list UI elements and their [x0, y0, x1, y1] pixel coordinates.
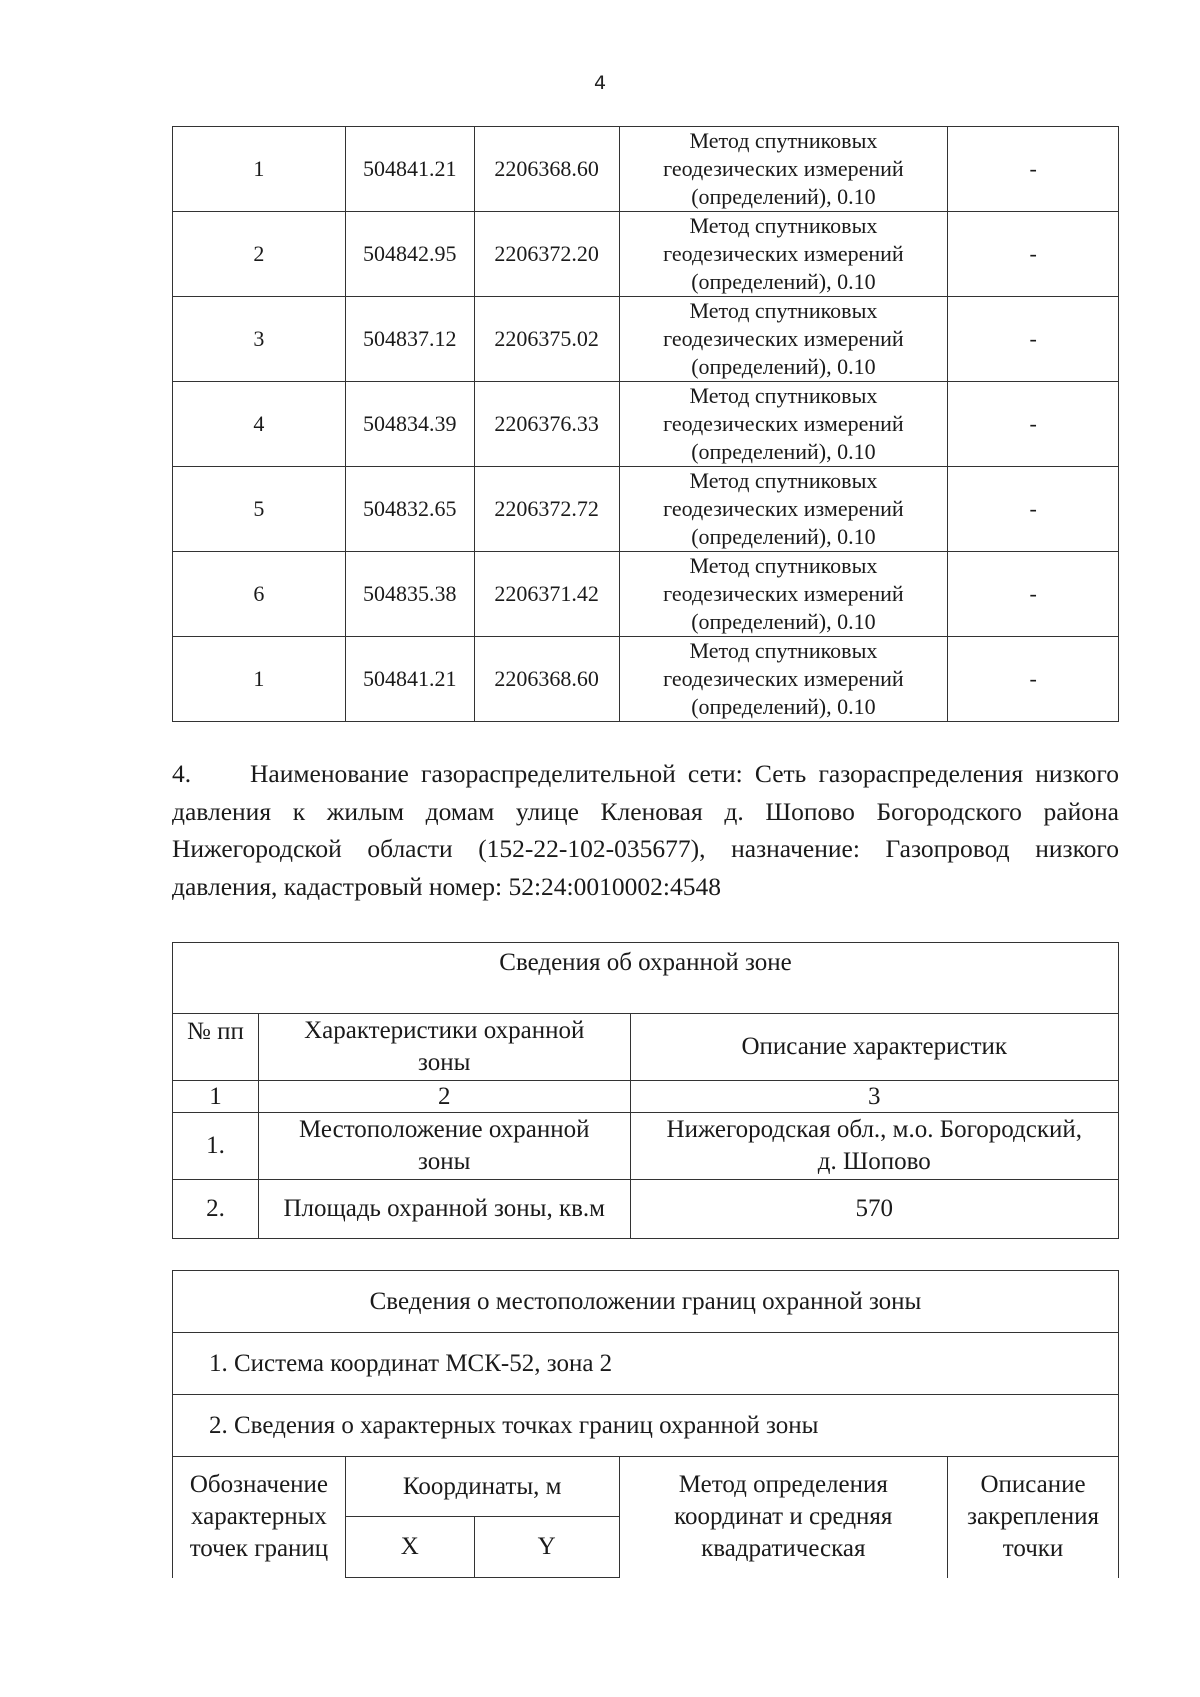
section-text: Наименование газораспределительной сети: Сеть газораспределения низкого давления к жилым домам улице Кленовая д. Шопово Богородского района Нижегородской области (152-22-102-035677), назначение: Газопровод низкого давления, кадастровый номер: 52:24:0010002:4548	[172, 759, 1119, 901]
y-coordinate: 2206376.33	[474, 382, 619, 467]
table-row	[173, 1180, 1119, 1239]
method-cell	[619, 467, 948, 552]
section-paragraph	[172, 755, 1119, 905]
col-header-method	[619, 1457, 948, 1578]
table-header-row	[173, 1457, 1119, 1517]
header-line: координат и средняя	[674, 1503, 893, 1531]
cell-line: Метод спутниковых	[689, 553, 878, 578]
cell-line: Метод спутниковых	[689, 298, 878, 323]
header-line: квадратическая	[701, 1535, 866, 1563]
boundary-table-title: Сведения о местоположении границ охранной зоны	[173, 1271, 1119, 1333]
y-coordinate: 2206368.60	[474, 127, 619, 212]
point-description: -	[948, 212, 1119, 297]
boundary-table	[172, 1270, 1119, 1578]
cell-line: геодезических измерений	[663, 496, 904, 521]
page-number: 4	[593, 72, 607, 94]
y-coordinate: 2206375.02	[474, 297, 619, 382]
method-cell	[619, 382, 948, 467]
x-coordinate: 504841.21	[345, 637, 474, 722]
method-cell	[619, 637, 948, 722]
cell-line: (определений), 0.10	[691, 524, 876, 549]
points-heading-row	[173, 1395, 1119, 1457]
cell-line: (определений), 0.10	[691, 354, 876, 379]
method-cell	[619, 127, 948, 212]
point-number: 4	[173, 382, 346, 467]
point-number: 3	[173, 297, 346, 382]
header-line: точек границ	[189, 1535, 329, 1563]
col-header-y: Y	[474, 1517, 619, 1578]
point-number: 6	[173, 552, 346, 637]
point-description: -	[948, 637, 1119, 722]
point-number: 1	[173, 127, 346, 212]
column-number: 3	[630, 1081, 1118, 1113]
row-number: 1.	[173, 1113, 259, 1180]
protection-zone-table	[172, 942, 1119, 1239]
cell-line: геодезических измерений	[663, 326, 904, 351]
col-header-description	[948, 1457, 1119, 1578]
points-heading: 2. Сведения о характерных точках границ охранной зоны	[173, 1395, 1119, 1457]
header-line: Описание	[980, 1471, 1086, 1499]
x-coordinate: 504842.95	[345, 212, 474, 297]
x-coordinate: 504841.21	[345, 127, 474, 212]
table-title-row	[173, 1271, 1119, 1333]
coordinate-system: 1. Система координат МСК-52, зона 2	[173, 1333, 1119, 1395]
header-line: Характеристики охранной	[304, 1017, 585, 1044]
cell-line: (определений), 0.10	[691, 439, 876, 464]
point-description: -	[948, 552, 1119, 637]
col-header-coordinates: Координаты, м	[345, 1457, 619, 1517]
x-coordinate: 504832.65	[345, 467, 474, 552]
cell-line: геодезических измерений	[663, 156, 904, 181]
column-numbers-row	[173, 1081, 1119, 1113]
table-row	[173, 552, 1119, 637]
table-title-row	[173, 943, 1119, 1014]
header-line: зоны	[418, 1049, 471, 1076]
cell-line: Метод спутниковых	[689, 638, 878, 663]
x-coordinate: 504834.39	[345, 382, 474, 467]
cell-line: (определений), 0.10	[691, 184, 876, 209]
characteristic-cell: Площадь охранной зоны, кв.м	[258, 1180, 630, 1239]
coordinate-system-row	[173, 1333, 1119, 1395]
column-number: 1	[173, 1081, 259, 1113]
point-description: -	[948, 467, 1119, 552]
col-header-point	[173, 1457, 346, 1578]
table-row	[173, 127, 1119, 212]
zone-table-title: Сведения об охранной зоне	[173, 943, 1119, 1014]
cell-line: Нижегородская обл., м.о. Богородский,	[666, 1116, 1082, 1143]
point-number: 2	[173, 212, 346, 297]
cell-line: Метод спутниковых	[689, 213, 878, 238]
coordinates-table-body	[173, 127, 1119, 722]
point-number: 1	[173, 637, 346, 722]
table-row	[173, 382, 1119, 467]
header-line: Метод определения	[678, 1471, 888, 1499]
column-number: 2	[258, 1081, 630, 1113]
cell-line: Местоположение охранной	[298, 1116, 590, 1143]
coordinates-table	[172, 126, 1119, 722]
cell-line: геодезических измерений	[663, 666, 904, 691]
x-coordinate: 504835.38	[345, 552, 474, 637]
col-header-number: № пп	[173, 1014, 259, 1081]
table-row	[173, 297, 1119, 382]
cell-line: (определений), 0.10	[691, 609, 876, 634]
description-cell: 570	[630, 1180, 1118, 1239]
point-description: -	[948, 382, 1119, 467]
cell-line: (определений), 0.10	[691, 694, 876, 719]
header-line: Обозначение	[189, 1471, 329, 1499]
table-row	[173, 637, 1119, 722]
cell-line: геодезических измерений	[663, 241, 904, 266]
col-header-characteristics	[258, 1014, 630, 1081]
cell-line: Метод спутниковых	[689, 128, 878, 153]
x-coordinate: 504837.12	[345, 297, 474, 382]
description-cell	[630, 1113, 1118, 1180]
table-header-row	[173, 1014, 1119, 1081]
characteristic-cell	[258, 1113, 630, 1180]
cell-line: д. Шопово	[817, 1148, 931, 1175]
y-coordinate: 2206371.42	[474, 552, 619, 637]
section-number: 4.	[172, 759, 192, 788]
row-number: 2.	[173, 1180, 259, 1239]
table-row	[173, 1113, 1119, 1180]
method-cell	[619, 552, 948, 637]
col-header-x: X	[345, 1517, 474, 1578]
point-description: -	[948, 297, 1119, 382]
point-description: -	[948, 127, 1119, 212]
y-coordinate: 2206372.72	[474, 467, 619, 552]
y-coordinate: 2206372.20	[474, 212, 619, 297]
header-line: характерных	[191, 1503, 327, 1531]
point-number: 5	[173, 467, 346, 552]
method-cell	[619, 297, 948, 382]
table-row	[173, 212, 1119, 297]
y-coordinate: 2206368.60	[474, 637, 619, 722]
cell-line: зоны	[418, 1148, 471, 1175]
cell-line: Метод спутниковых	[689, 383, 878, 408]
cell-line: геодезических измерений	[663, 581, 904, 606]
header-line: точки	[1002, 1535, 1064, 1563]
table-row	[173, 467, 1119, 552]
col-header-description: Описание характеристик	[630, 1014, 1118, 1081]
cell-line: геодезических измерений	[663, 411, 904, 436]
header-line: закрепления	[967, 1503, 1099, 1531]
cell-line: Метод спутниковых	[689, 468, 878, 493]
method-cell	[619, 212, 948, 297]
cell-line: (определений), 0.10	[691, 269, 876, 294]
